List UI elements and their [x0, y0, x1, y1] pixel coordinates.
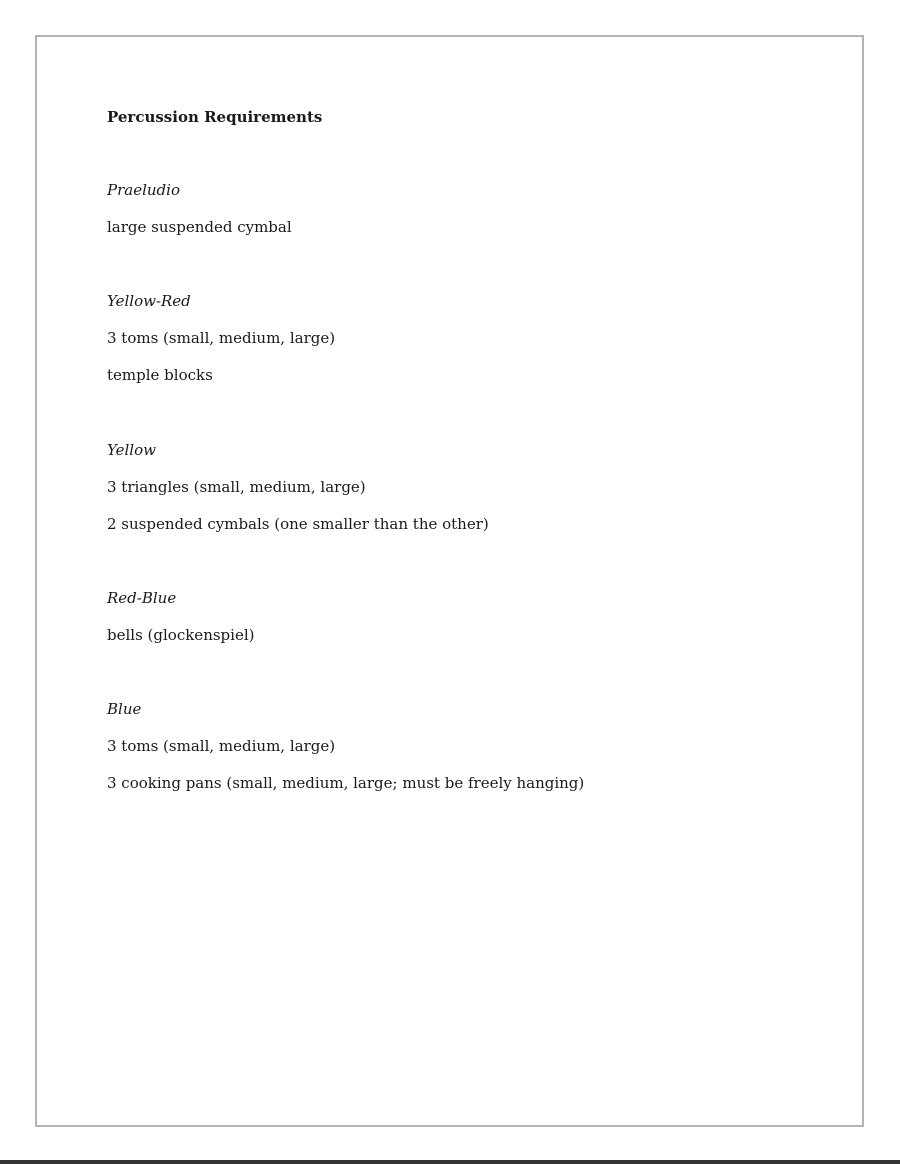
instrument-item: 3 triangles (small, medium, large) — [107, 478, 366, 496]
instrument-list — [107, 625, 807, 645]
instrument-item: bells (glockenspiel) — [107, 626, 255, 644]
instrument-item: large suspended cymbal — [107, 218, 292, 236]
instrument-list — [107, 736, 807, 793]
instrument-item: 2 suspended cymbals (one smaller than the other) — [107, 515, 489, 533]
section-praeludio — [107, 180, 807, 237]
instrument-item: 3 toms (small, medium, large) — [107, 737, 336, 755]
instrument-list — [107, 477, 807, 534]
instrument-item: temple blocks — [107, 366, 213, 384]
instrument-list — [107, 217, 807, 237]
document-page — [35, 35, 864, 1127]
section-heading: Yellow-Red — [107, 292, 191, 310]
bottom-divider — [0, 1160, 900, 1164]
page-title: Percussion Requirements — [107, 108, 323, 126]
section-yellow-red — [107, 291, 807, 385]
section-heading: Praeludio — [107, 181, 180, 199]
section-blue — [107, 699, 807, 793]
instrument-list — [107, 328, 807, 385]
section-heading: Blue — [107, 700, 142, 718]
instrument-item: 3 cooking pans (small, medium, large; must be freely hanging) — [107, 774, 585, 792]
section-heading: Yellow — [107, 441, 156, 459]
instrument-item: 3 toms (small, medium, large) — [107, 329, 336, 347]
section-red-blue — [107, 588, 807, 645]
section-heading: Red-Blue — [107, 589, 177, 607]
section-yellow — [107, 440, 807, 534]
